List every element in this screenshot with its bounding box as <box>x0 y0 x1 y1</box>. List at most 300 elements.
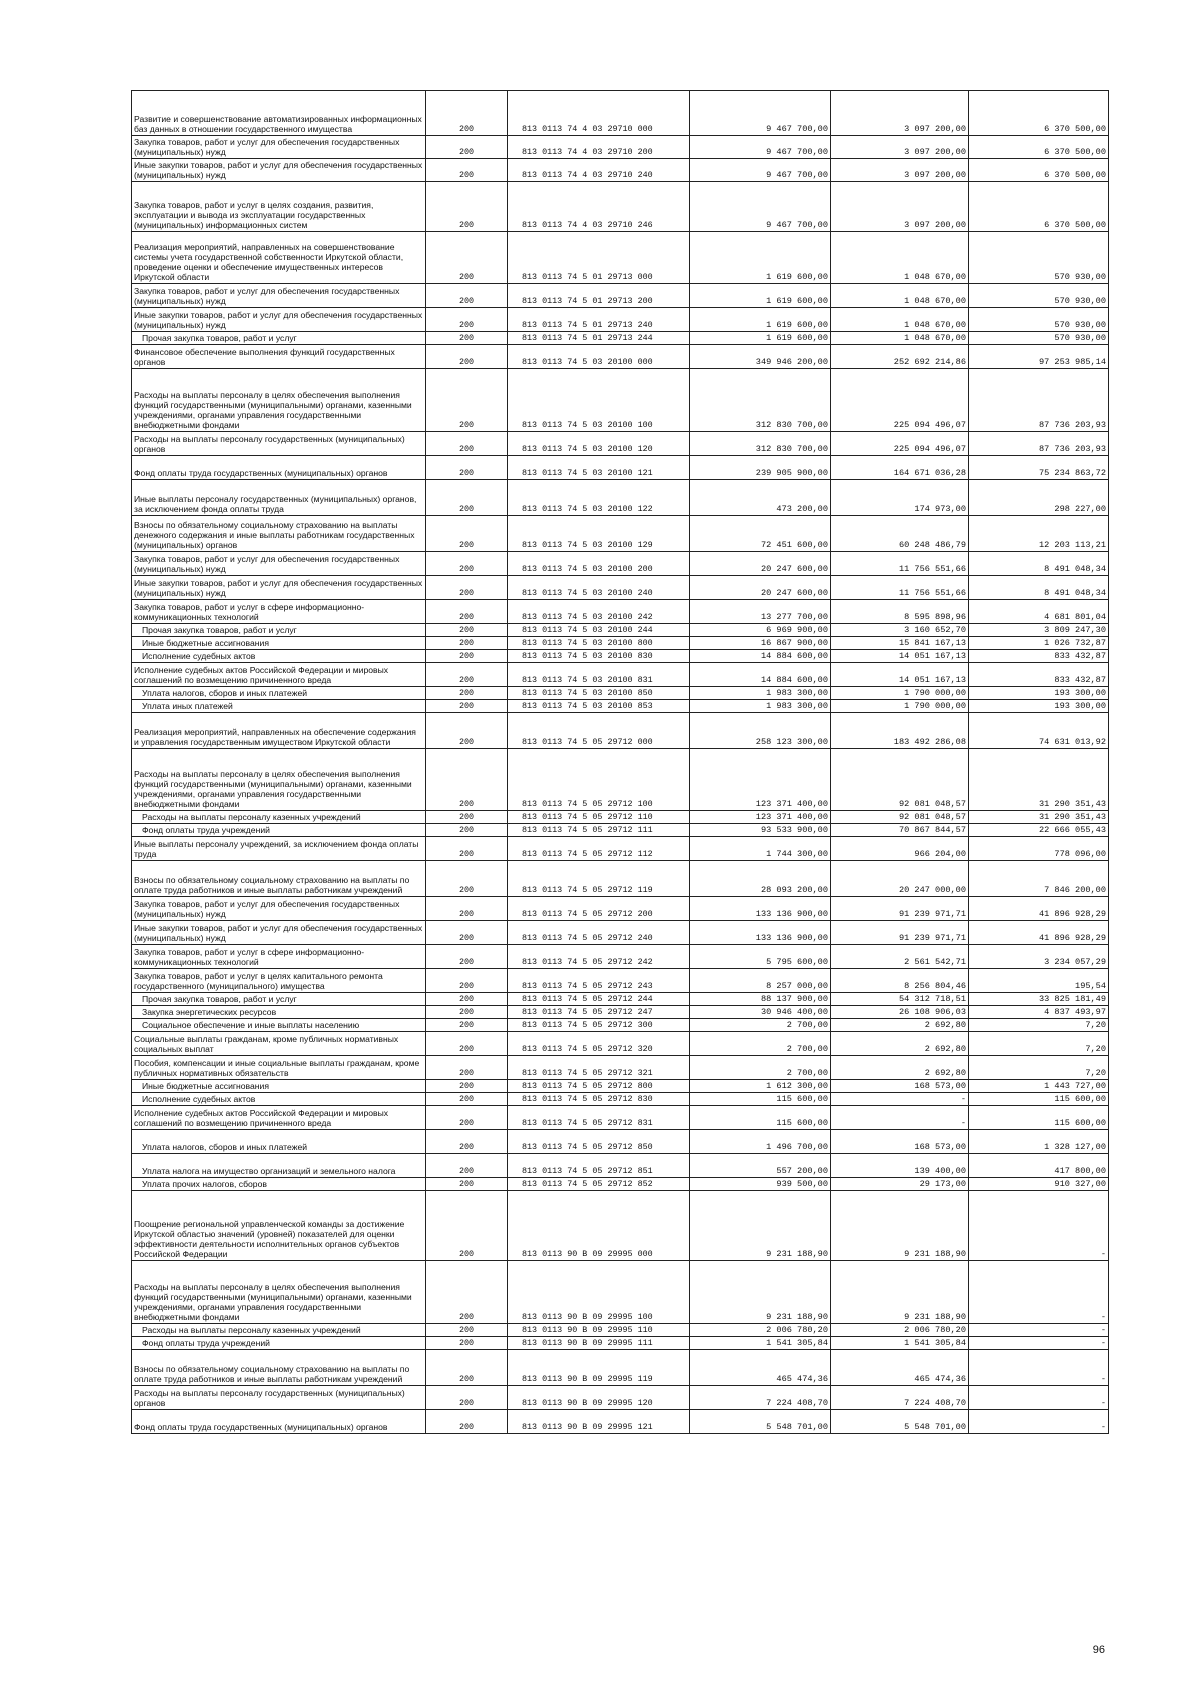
executed-amount-cell: 5 548 701,00 <box>831 1410 969 1434</box>
executed-amount-cell: 183 492 286,08 <box>831 713 969 749</box>
budget-execution-table <box>131 90 1109 1434</box>
approved-amount-cell: 14 884 600,00 <box>690 663 831 687</box>
line-code-cell: 200 <box>426 182 508 232</box>
budget-classification-code-cell: 813 0113 74 5 05 29712 243 <box>508 969 690 993</box>
approved-amount-cell: 9 467 700,00 <box>690 159 831 182</box>
table-row <box>132 624 1109 637</box>
line-code-cell: 200 <box>426 837 508 861</box>
table-row <box>132 308 1109 332</box>
line-code-cell: 200 <box>426 480 508 516</box>
expense-name-cell: Фонд оплаты труда учреждений <box>132 1337 426 1350</box>
approved-amount-cell: 115 600,00 <box>690 1093 831 1106</box>
budget-classification-code-cell: 813 0113 74 5 03 20100 200 <box>508 552 690 576</box>
budget-classification-code-cell: 813 0113 90 В 09 29995 120 <box>508 1386 690 1410</box>
executed-amount-cell: 1 048 670,00 <box>831 332 969 345</box>
table-row <box>132 1178 1109 1191</box>
approved-amount-cell: 16 867 900,00 <box>690 637 831 650</box>
approved-amount-cell: 5 795 600,00 <box>690 945 831 969</box>
table-row <box>132 159 1109 182</box>
unexecuted-amount-cell: 1 443 727,00 <box>969 1080 1109 1093</box>
budget-classification-code-cell: 813 0113 90 В 09 29995 119 <box>508 1350 690 1386</box>
line-code-cell: 200 <box>426 1386 508 1410</box>
table-row <box>132 1350 1109 1386</box>
expense-name-cell: Закупка товаров, работ и услуг в целях капитального ремонта государственного (муниципального) имущества <box>132 969 426 993</box>
unexecuted-amount-cell: 1 328 127,00 <box>969 1130 1109 1154</box>
budget-classification-code-cell: 813 0113 74 5 05 29712 100 <box>508 749 690 811</box>
table-row <box>132 1032 1109 1056</box>
expense-name-cell: Закупка товаров, работ и услуг в сфере информационно-коммуникационных технологий <box>132 945 426 969</box>
line-code-cell: 200 <box>426 576 508 600</box>
line-code-cell: 200 <box>426 1178 508 1191</box>
approved-amount-cell: 13 277 700,00 <box>690 600 831 624</box>
executed-amount-cell: 92 081 048,57 <box>831 811 969 824</box>
budget-classification-code-cell: 813 0113 74 5 05 29712 300 <box>508 1019 690 1032</box>
budget-classification-code-cell: 813 0113 74 5 01 29713 000 <box>508 232 690 284</box>
budget-classification-code-cell: 813 0113 74 5 05 29712 112 <box>508 837 690 861</box>
approved-amount-cell: 9 467 700,00 <box>690 182 831 232</box>
line-code-cell: 200 <box>426 332 508 345</box>
unexecuted-amount-cell: 570 930,00 <box>969 232 1109 284</box>
executed-amount-cell: 11 756 551,66 <box>831 576 969 600</box>
executed-amount-cell: 8 595 898,96 <box>831 600 969 624</box>
unexecuted-amount-cell: 115 600,00 <box>969 1106 1109 1130</box>
unexecuted-amount-cell: 570 930,00 <box>969 284 1109 308</box>
unexecuted-amount-cell: - <box>969 1386 1109 1410</box>
budget-classification-code-cell: 813 0113 90 В 09 29995 110 <box>508 1324 690 1337</box>
budget-classification-code-cell: 813 0113 74 5 03 20100 853 <box>508 700 690 713</box>
budget-classification-code-cell: 813 0113 74 5 03 20100 120 <box>508 432 690 456</box>
expense-name-cell: Фонд оплаты труда государственных (муниципальных) органов <box>132 456 426 480</box>
table-row <box>132 1056 1109 1080</box>
expense-name-cell: Иные выплаты персоналу государственных (муниципальных) органов, за исключением фонда оплаты труда <box>132 480 426 516</box>
budget-classification-code-cell: 813 0113 74 4 03 29710 240 <box>508 159 690 182</box>
executed-amount-cell: 3 097 200,00 <box>831 182 969 232</box>
unexecuted-amount-cell: 6 370 500,00 <box>969 182 1109 232</box>
executed-amount-cell: 8 256 804,46 <box>831 969 969 993</box>
executed-amount-cell: 1 541 305,84 <box>831 1337 969 1350</box>
table-row <box>132 749 1109 811</box>
unexecuted-amount-cell: 910 327,00 <box>969 1178 1109 1191</box>
approved-amount-cell: 1 619 600,00 <box>690 232 831 284</box>
unexecuted-amount-cell: 87 736 203,93 <box>969 369 1109 432</box>
table-row <box>132 1337 1109 1350</box>
budget-classification-code-cell: 813 0113 90 В 09 29995 121 <box>508 1410 690 1434</box>
expense-name-cell: Исполнение судебных актов Российской Федерации и мировых соглашений по возмещению причиненного вреда <box>132 1106 426 1130</box>
page-number: 96 <box>1092 1644 1105 1656</box>
unexecuted-amount-cell: 570 930,00 <box>969 332 1109 345</box>
line-code-cell: 200 <box>426 1032 508 1056</box>
line-code-cell: 200 <box>426 308 508 332</box>
budget-classification-code-cell: 813 0113 74 5 05 29712 831 <box>508 1106 690 1130</box>
table-row <box>132 687 1109 700</box>
table-row <box>132 1080 1109 1093</box>
executed-amount-cell: 1 048 670,00 <box>831 308 969 332</box>
budget-classification-code-cell: 813 0113 74 5 03 20100 830 <box>508 650 690 663</box>
unexecuted-amount-cell: 193 300,00 <box>969 700 1109 713</box>
expense-name-cell: Расходы на выплаты персоналу казенных учреждений <box>132 811 426 824</box>
executed-amount-cell: 1 790 000,00 <box>831 700 969 713</box>
budget-classification-code-cell: 813 0113 90 В 09 29995 000 <box>508 1191 690 1261</box>
unexecuted-amount-cell: - <box>969 1337 1109 1350</box>
approved-amount-cell: 1 619 600,00 <box>690 308 831 332</box>
unexecuted-amount-cell: 833 432,87 <box>969 663 1109 687</box>
unexecuted-amount-cell: 22 666 055,43 <box>969 824 1109 837</box>
executed-amount-cell: 225 094 496,07 <box>831 432 969 456</box>
executed-amount-cell: 29 173,00 <box>831 1178 969 1191</box>
unexecuted-amount-cell: - <box>969 1410 1109 1434</box>
line-code-cell: 200 <box>426 600 508 624</box>
budget-classification-code-cell: 813 0113 74 5 01 29713 200 <box>508 284 690 308</box>
executed-amount-cell: 2 006 780,20 <box>831 1324 969 1337</box>
unexecuted-amount-cell: 417 800,00 <box>969 1154 1109 1178</box>
unexecuted-amount-cell: 97 253 985,14 <box>969 345 1109 369</box>
expense-name-cell: Реализация мероприятий, направленных на обеспечение содержания и управления государственным имуществом Иркутской области <box>132 713 426 749</box>
expense-name-cell: Закупка энергетических ресурсов <box>132 1006 426 1019</box>
line-code-cell: 200 <box>426 650 508 663</box>
table-row <box>132 91 1109 136</box>
approved-amount-cell: 28 093 200,00 <box>690 861 831 897</box>
unexecuted-amount-cell: 41 896 928,29 <box>969 897 1109 921</box>
line-code-cell: 200 <box>426 1191 508 1261</box>
executed-amount-cell: 3 097 200,00 <box>831 91 969 136</box>
approved-amount-cell: 8 257 000,00 <box>690 969 831 993</box>
executed-amount-cell: 14 051 167,13 <box>831 650 969 663</box>
executed-amount-cell: 20 247 000,00 <box>831 861 969 897</box>
table-row <box>132 1006 1109 1019</box>
table-row <box>132 332 1109 345</box>
table-row <box>132 824 1109 837</box>
line-code-cell: 200 <box>426 1261 508 1324</box>
approved-amount-cell: 1 612 300,00 <box>690 1080 831 1093</box>
executed-amount-cell: 54 312 718,51 <box>831 993 969 1006</box>
line-code-cell: 200 <box>426 456 508 480</box>
approved-amount-cell: 93 533 900,00 <box>690 824 831 837</box>
unexecuted-amount-cell: 6 370 500,00 <box>969 91 1109 136</box>
budget-classification-code-cell: 813 0113 74 5 05 29712 200 <box>508 897 690 921</box>
budget-classification-code-cell: 813 0113 74 5 03 20100 850 <box>508 687 690 700</box>
unexecuted-amount-cell: 3 809 247,30 <box>969 624 1109 637</box>
line-code-cell: 200 <box>426 700 508 713</box>
executed-amount-cell: 3 097 200,00 <box>831 159 969 182</box>
table-row <box>132 700 1109 713</box>
line-code-cell: 200 <box>426 1056 508 1080</box>
budget-classification-code-cell: 813 0113 74 5 03 20100 129 <box>508 516 690 552</box>
unexecuted-amount-cell: 7,20 <box>969 1032 1109 1056</box>
budget-classification-code-cell: 813 0113 74 5 05 29712 000 <box>508 713 690 749</box>
table-row <box>132 650 1109 663</box>
unexecuted-amount-cell: 8 491 048,34 <box>969 552 1109 576</box>
budget-classification-code-cell: 813 0113 74 5 05 29712 320 <box>508 1032 690 1056</box>
approved-amount-cell: 133 136 900,00 <box>690 921 831 945</box>
approved-amount-cell: 2 006 780,20 <box>690 1324 831 1337</box>
budget-classification-code-cell: 813 0113 74 4 03 29710 246 <box>508 182 690 232</box>
expense-name-cell: Расходы на выплаты персоналу государственных (муниципальных) органов <box>132 432 426 456</box>
approved-amount-cell: 133 136 900,00 <box>690 897 831 921</box>
budget-classification-code-cell: 813 0113 74 4 03 29710 200 <box>508 136 690 159</box>
line-code-cell: 200 <box>426 1324 508 1337</box>
line-code-cell: 200 <box>426 624 508 637</box>
unexecuted-amount-cell: 7,20 <box>969 1019 1109 1032</box>
unexecuted-amount-cell: - <box>969 1324 1109 1337</box>
line-code-cell: 200 <box>426 432 508 456</box>
expense-name-cell: Социальное обеспечение и иные выплаты населению <box>132 1019 426 1032</box>
line-code-cell: 200 <box>426 969 508 993</box>
executed-amount-cell: - <box>831 1106 969 1130</box>
approved-amount-cell: 239 905 900,00 <box>690 456 831 480</box>
approved-amount-cell: 473 200,00 <box>690 480 831 516</box>
approved-amount-cell: 258 123 300,00 <box>690 713 831 749</box>
executed-amount-cell: 26 108 906,03 <box>831 1006 969 1019</box>
line-code-cell: 200 <box>426 897 508 921</box>
line-code-cell: 200 <box>426 687 508 700</box>
approved-amount-cell: 465 474,36 <box>690 1350 831 1386</box>
table-row <box>132 456 1109 480</box>
unexecuted-amount-cell: 570 930,00 <box>969 308 1109 332</box>
table-row <box>132 136 1109 159</box>
line-code-cell: 200 <box>426 1130 508 1154</box>
approved-amount-cell: 6 969 900,00 <box>690 624 831 637</box>
unexecuted-amount-cell: 778 096,00 <box>969 837 1109 861</box>
executed-amount-cell: 14 051 167,13 <box>831 663 969 687</box>
line-code-cell: 200 <box>426 749 508 811</box>
executed-amount-cell: 7 224 408,70 <box>831 1386 969 1410</box>
line-code-cell: 200 <box>426 1080 508 1093</box>
line-code-cell: 200 <box>426 945 508 969</box>
table-row <box>132 480 1109 516</box>
budget-classification-code-cell: 813 0113 74 5 03 20100 800 <box>508 637 690 650</box>
unexecuted-amount-cell: 6 370 500,00 <box>969 136 1109 159</box>
approved-amount-cell: 9 231 188,90 <box>690 1261 831 1324</box>
budget-classification-code-cell: 813 0113 90 В 09 29995 111 <box>508 1337 690 1350</box>
approved-amount-cell: 2 700,00 <box>690 1032 831 1056</box>
executed-amount-cell: 91 239 971,71 <box>831 921 969 945</box>
approved-amount-cell: 1 744 300,00 <box>690 837 831 861</box>
unexecuted-amount-cell: 12 203 113,21 <box>969 516 1109 552</box>
approved-amount-cell: 1 983 300,00 <box>690 687 831 700</box>
expense-name-cell: Иные бюджетные ассигнования <box>132 1080 426 1093</box>
expense-name-cell: Расходы на выплаты персоналу казенных учреждений <box>132 1324 426 1337</box>
unexecuted-amount-cell: 193 300,00 <box>969 687 1109 700</box>
expense-name-cell: Прочая закупка товаров, работ и услуг <box>132 624 426 637</box>
line-code-cell: 200 <box>426 713 508 749</box>
expense-name-cell: Расходы на выплаты персоналу государственных (муниципальных) органов <box>132 1386 426 1410</box>
line-code-cell: 200 <box>426 921 508 945</box>
executed-amount-cell: 15 841 167,13 <box>831 637 969 650</box>
approved-amount-cell: 123 371 400,00 <box>690 749 831 811</box>
approved-amount-cell: 939 500,00 <box>690 1178 831 1191</box>
line-code-cell: 200 <box>426 1019 508 1032</box>
table-row <box>132 861 1109 897</box>
unexecuted-amount-cell: 87 736 203,93 <box>969 432 1109 456</box>
executed-amount-cell: 3 160 652,70 <box>831 624 969 637</box>
budget-classification-code-cell: 813 0113 74 5 03 20100 242 <box>508 600 690 624</box>
expense-name-cell: Закупка товаров, работ и услуг для обеспечения государственных (муниципальных) нужд <box>132 552 426 576</box>
approved-amount-cell: 349 946 200,00 <box>690 345 831 369</box>
expense-name-cell: Пособия, компенсации и иные социальные выплаты гражданам, кроме публичных нормативных обязательств <box>132 1056 426 1080</box>
line-code-cell: 200 <box>426 552 508 576</box>
approved-amount-cell: 7 224 408,70 <box>690 1386 831 1410</box>
executed-amount-cell: 465 474,36 <box>831 1350 969 1386</box>
approved-amount-cell: 5 548 701,00 <box>690 1410 831 1434</box>
table-row <box>132 663 1109 687</box>
approved-amount-cell: 30 946 400,00 <box>690 1006 831 1019</box>
expense-name-cell: Закупка товаров, работ и услуг в целях создания, развития, эксплуатации и вывода из эксплуатации государственных (муниципальных) информационных систем <box>132 182 426 232</box>
line-code-cell: 200 <box>426 993 508 1006</box>
expense-name-cell: Финансовое обеспечение выполнения функций государственных органов <box>132 345 426 369</box>
table-row <box>132 637 1109 650</box>
unexecuted-amount-cell: 833 432,87 <box>969 650 1109 663</box>
table-row <box>132 576 1109 600</box>
approved-amount-cell: 123 371 400,00 <box>690 811 831 824</box>
expense-name-cell: Уплата налога на имущество организаций и земельного налога <box>132 1154 426 1178</box>
budget-classification-code-cell: 813 0113 74 5 05 29712 244 <box>508 993 690 1006</box>
budget-classification-code-cell: 813 0113 74 5 05 29712 247 <box>508 1006 690 1019</box>
expense-name-cell: Фонд оплаты труда учреждений <box>132 824 426 837</box>
expense-name-cell: Прочая закупка товаров, работ и услуг <box>132 993 426 1006</box>
expense-name-cell: Иные закупки товаров, работ и услуг для обеспечения государственных (муниципальных) нужд <box>132 921 426 945</box>
expense-name-cell: Социальные выплаты гражданам, кроме публичных нормативных социальных выплат <box>132 1032 426 1056</box>
line-code-cell: 200 <box>426 1106 508 1130</box>
table-row <box>132 1106 1109 1130</box>
expense-name-cell: Расходы на выплаты персоналу в целях обеспечения выполнения функций государственными (муниципальными) органами, казенными учреждениями, органами управления государственными внебюджетными фондами <box>132 1261 426 1324</box>
executed-amount-cell: 92 081 048,57 <box>831 749 969 811</box>
unexecuted-amount-cell: 33 825 181,49 <box>969 993 1109 1006</box>
unexecuted-amount-cell: 41 896 928,29 <box>969 921 1109 945</box>
approved-amount-cell: 1 541 305,84 <box>690 1337 831 1350</box>
table-row <box>132 345 1109 369</box>
line-code-cell: 200 <box>426 663 508 687</box>
expense-name-cell: Исполнение судебных актов <box>132 650 426 663</box>
executed-amount-cell: 966 204,00 <box>831 837 969 861</box>
expense-name-cell: Реализация мероприятий, направленных на совершенствование системы учета государственной собственности Иркутской области, проведение оценки и обеспечение имущественных интересов Иркутской области <box>132 232 426 284</box>
executed-amount-cell: 1 048 670,00 <box>831 284 969 308</box>
unexecuted-amount-cell: 75 234 863,72 <box>969 456 1109 480</box>
line-code-cell: 200 <box>426 1350 508 1386</box>
executed-amount-cell: 252 692 214,86 <box>831 345 969 369</box>
executed-amount-cell: 168 573,00 <box>831 1080 969 1093</box>
budget-classification-code-cell: 813 0113 74 4 03 29710 000 <box>508 91 690 136</box>
line-code-cell: 200 <box>426 1410 508 1434</box>
unexecuted-amount-cell: 31 290 351,43 <box>969 749 1109 811</box>
expense-name-cell: Закупка товаров, работ и услуг для обеспечения государственных (муниципальных) нужд <box>132 284 426 308</box>
table-row <box>132 232 1109 284</box>
table-row <box>132 1093 1109 1106</box>
executed-amount-cell: 2 692,80 <box>831 1019 969 1032</box>
approved-amount-cell: 14 884 600,00 <box>690 650 831 663</box>
budget-classification-code-cell: 813 0113 74 5 01 29713 240 <box>508 308 690 332</box>
expense-name-cell: Иные закупки товаров, работ и услуг для обеспечения государственных (муниципальных) нужд <box>132 159 426 182</box>
table-row <box>132 1019 1109 1032</box>
executed-amount-cell: 139 400,00 <box>831 1154 969 1178</box>
table-row <box>132 713 1109 749</box>
budget-classification-code-cell: 813 0113 74 5 03 20100 122 <box>508 480 690 516</box>
expense-name-cell: Закупка товаров, работ и услуг для обеспечения государственных (муниципальных) нужд <box>132 136 426 159</box>
unexecuted-amount-cell: 1 026 732,87 <box>969 637 1109 650</box>
executed-amount-cell: 9 231 188,90 <box>831 1191 969 1261</box>
approved-amount-cell: 20 247 600,00 <box>690 552 831 576</box>
budget-classification-code-cell: 813 0113 74 5 03 20100 244 <box>508 624 690 637</box>
unexecuted-amount-cell: 6 370 500,00 <box>969 159 1109 182</box>
budget-classification-code-cell: 813 0113 74 5 05 29712 321 <box>508 1056 690 1080</box>
approved-amount-cell: 88 137 900,00 <box>690 993 831 1006</box>
approved-amount-cell: 9 467 700,00 <box>690 91 831 136</box>
approved-amount-cell: 9 231 188,90 <box>690 1191 831 1261</box>
executed-amount-cell: 60 248 486,79 <box>831 516 969 552</box>
approved-amount-cell: 1 983 300,00 <box>690 700 831 713</box>
table-row <box>132 1386 1109 1410</box>
expense-name-cell: Иные бюджетные ассигнования <box>132 637 426 650</box>
line-code-cell: 200 <box>426 136 508 159</box>
expense-name-cell: Взносы по обязательному социальному страхованию на выплаты по оплате труда работников и иные выплаты работникам учреждений <box>132 861 426 897</box>
expense-name-cell: Развитие и совершенствование автоматизированных информационных баз данных в отношении государственного имущества <box>132 91 426 136</box>
unexecuted-amount-cell: 4 837 493,97 <box>969 1006 1109 1019</box>
unexecuted-amount-cell: 115 600,00 <box>969 1093 1109 1106</box>
approved-amount-cell: 1 619 600,00 <box>690 332 831 345</box>
unexecuted-amount-cell: - <box>969 1261 1109 1324</box>
unexecuted-amount-cell: 298 227,00 <box>969 480 1109 516</box>
budget-classification-code-cell: 813 0113 74 5 05 29712 240 <box>508 921 690 945</box>
budget-classification-code-cell: 813 0113 74 5 03 20100 121 <box>508 456 690 480</box>
budget-classification-code-cell: 813 0113 74 5 05 29712 242 <box>508 945 690 969</box>
table-row <box>132 993 1109 1006</box>
table-row <box>132 969 1109 993</box>
budget-classification-code-cell: 813 0113 74 5 05 29712 800 <box>508 1080 690 1093</box>
table-row <box>132 1130 1109 1154</box>
executed-amount-cell: 3 097 200,00 <box>831 136 969 159</box>
line-code-cell: 200 <box>426 345 508 369</box>
line-code-cell: 200 <box>426 861 508 897</box>
approved-amount-cell: 20 247 600,00 <box>690 576 831 600</box>
executed-amount-cell: - <box>831 1093 969 1106</box>
expense-name-cell: Уплата налогов, сборов и иных платежей <box>132 687 426 700</box>
executed-amount-cell: 91 239 971,71 <box>831 897 969 921</box>
table-row <box>132 182 1109 232</box>
approved-amount-cell: 312 830 700,00 <box>690 369 831 432</box>
expense-name-cell: Фонд оплаты труда государственных (муниципальных) органов <box>132 1410 426 1434</box>
unexecuted-amount-cell: - <box>969 1350 1109 1386</box>
expense-name-cell: Расходы на выплаты персоналу в целях обеспечения выполнения функций государственными (муниципальными) органами, казенными учреждениями, органами управления государственными внебюджетными фондами <box>132 369 426 432</box>
approved-amount-cell: 1 496 700,00 <box>690 1130 831 1154</box>
budget-classification-code-cell: 813 0113 74 5 05 29712 119 <box>508 861 690 897</box>
approved-amount-cell: 115 600,00 <box>690 1106 831 1130</box>
budget-classification-code-cell: 813 0113 90 В 09 29995 100 <box>508 1261 690 1324</box>
budget-classification-code-cell: 813 0113 74 5 03 20100 100 <box>508 369 690 432</box>
table-row <box>132 1324 1109 1337</box>
expense-name-cell: Исполнение судебных актов <box>132 1093 426 1106</box>
budget-classification-code-cell: 813 0113 74 5 03 20100 240 <box>508 576 690 600</box>
unexecuted-amount-cell: - <box>969 1191 1109 1261</box>
unexecuted-amount-cell: 74 631 013,92 <box>969 713 1109 749</box>
approved-amount-cell: 9 467 700,00 <box>690 136 831 159</box>
approved-amount-cell: 557 200,00 <box>690 1154 831 1178</box>
executed-amount-cell: 225 094 496,07 <box>831 369 969 432</box>
unexecuted-amount-cell: 4 681 801,04 <box>969 600 1109 624</box>
unexecuted-amount-cell: 31 290 351,43 <box>969 811 1109 824</box>
approved-amount-cell: 72 451 600,00 <box>690 516 831 552</box>
unexecuted-amount-cell: 7,20 <box>969 1056 1109 1080</box>
executed-amount-cell: 174 973,00 <box>831 480 969 516</box>
line-code-cell: 200 <box>426 516 508 552</box>
table-row <box>132 837 1109 861</box>
expense-name-cell: Исполнение судебных актов Российской Федерации и мировых соглашений по возмещению причиненного вреда <box>132 663 426 687</box>
expense-name-cell: Взносы по обязательному социальному страхованию на выплаты денежного содержания и иные выплаты работникам государственных (муниципальных) органов <box>132 516 426 552</box>
executed-amount-cell: 70 867 844,57 <box>831 824 969 837</box>
executed-amount-cell: 164 671 036,28 <box>831 456 969 480</box>
line-code-cell: 200 <box>426 811 508 824</box>
approved-amount-cell: 312 830 700,00 <box>690 432 831 456</box>
approved-amount-cell: 1 619 600,00 <box>690 284 831 308</box>
table-row <box>132 432 1109 456</box>
